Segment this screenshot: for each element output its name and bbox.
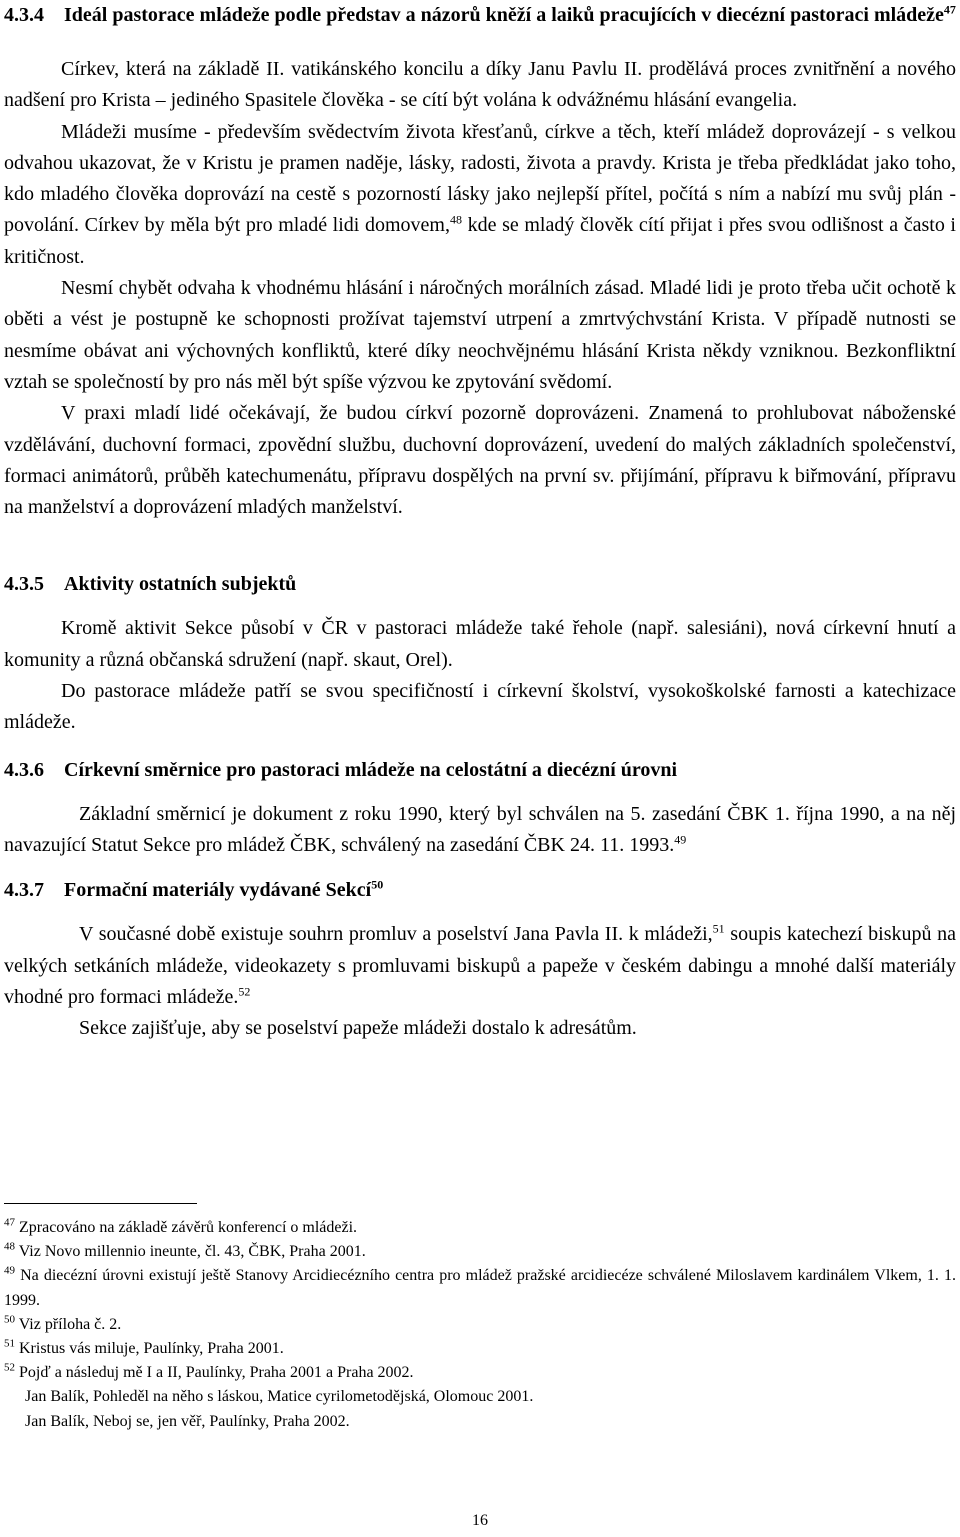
- paragraph: Sekce zajišťuje, aby se poselství papeže mládeži dostalo k adresátům.: [79, 1017, 637, 1040]
- footnote-ref: 51: [712, 921, 725, 936]
- footnote-number: 51: [4, 1337, 15, 1350]
- footnote-text: Pojď a následuj mě I a II, Paulínky, Praha 2001 a Praha 2002.: [15, 1364, 414, 1382]
- paragraph-text: Mládeži musíme - především svědectvím života křesťanů, církve a těch, kteří mládež doprovázejí - s velkou odvahou ukazovat, že v Kristu je pramen naděje, lásky, radosti, života a pravdy. Krista je třeba předkládat jako toho, kdo mladého člověka doprovází na cestě s pozorností lásky jako nejlepší přítel, počítá s ním a nabízí mu svůj plán - povolání. Církev by měla být pro mladé lidi domovem,: [4, 120, 956, 237]
- paragraph: Do pastorace mládeže patří se svou specifičností i církevní školství, vysokoškolské farnosti a katechizace mládeže.: [4, 680, 956, 734]
- footnote-item: [4, 1216, 956, 1240]
- page-number: 16: [472, 1512, 488, 1529]
- footnote-item: [4, 1361, 956, 1385]
- footnote-text: Na diecézní úrovni existují ještě Stanovy Arcidiecézního centra pro mládež pražské arcidiecéze schválené Miloslavem kardinálem Vlkem, 1. 1. 1999.: [4, 1267, 956, 1309]
- heading-title: Církevní směrnice pro pastoraci mládeže na celostátní a diecézní úrovni: [64, 758, 678, 781]
- heading-number: 4.3.6: [4, 758, 44, 781]
- heading-number: 4.3.5: [4, 573, 44, 596]
- page-body: [4, 0, 956, 1044]
- heading-title: [64, 4, 956, 27]
- heading-title: [64, 877, 383, 903]
- footnote-text: Zpracováno na základě závěrů konferencí o mládeži.: [15, 1219, 358, 1236]
- footnote-ref: 48: [449, 212, 462, 227]
- paragraph-text: V současné době existuje souhrn promluv a poselství Jana Pavla II. k mládeži,: [79, 923, 713, 946]
- paragraph: [4, 117, 956, 273]
- paragraph-text: soupis katechezí biskupů na velkých setkáních mládeže, videokazety s promluvami biskupů a papeže v českém dabingu a mnohé další materiály vhodné pro formaci mládeže.: [4, 923, 956, 1008]
- paragraph: [4, 799, 956, 862]
- paragraph: [4, 919, 956, 1013]
- footnote-item: [4, 1313, 956, 1337]
- footnote-divider: [4, 1203, 197, 1204]
- footnote-number: 47: [4, 1216, 15, 1229]
- paragraph-text: kde se mladý člověk cítí přijat i přes svou odlišnost a často i kritičnost.: [4, 214, 956, 268]
- heading-4-3-7: [4, 877, 956, 903]
- footnote-text: Kristus vás miluje, Paulínky, Praha 2001.: [15, 1340, 284, 1358]
- footnote-continuation: Jan Balík, Neboj se, jen věř, Paulínky, Praha 2002.: [25, 1412, 350, 1430]
- footnote-item: [4, 1264, 956, 1312]
- heading-4-3-6: [4, 757, 956, 783]
- paragraph-text: Základní směrnicí je dokument z roku 1990, který byl schválen na 5. zasedání ČBK 1. října 1990, a na něj navazující Statut Sekce pro mládež ČBK, schválený na zasedání ČBK 24. 11. 1993.: [4, 802, 956, 856]
- heading-title-text: Ideál pastorace mládeže podle představ a názorů kněží a laiků pracujících v diecézní pastoraci mládeže: [64, 4, 944, 26]
- heading-title-text: Formační materiály vydávané Sekcí: [64, 879, 372, 902]
- footnote-number: 48: [4, 1240, 15, 1253]
- footnote-number: 50: [4, 1313, 15, 1326]
- footnotes: [4, 1203, 956, 1434]
- footnote-continuation: Jan Balík, Pohleděl na něho s láskou, Matice cyrilometodějská, Olomouc 2001.: [25, 1388, 534, 1406]
- footnote-text: Viz příloha č. 2.: [15, 1315, 122, 1333]
- footnote-ref: 50: [371, 877, 384, 892]
- footnote-item: [4, 1240, 956, 1264]
- heading-number: 4.3.4: [4, 4, 44, 26]
- footnote-ref: 47: [943, 2, 956, 17]
- paragraph: Církev, která na základě II. vatikánského koncilu a díky Janu Pavlu II. prodělává proces zvnitřnění a nového nadšení pro Krista – jediného Spasitele člověka - se cítí být volána k odvážnému hlásání evangelia.: [4, 58, 956, 112]
- heading-title: Aktivity ostatních subjektů: [64, 573, 297, 596]
- paragraph: Nesmí chybět odvaha k vhodnému hlásání i náročných morálních zásad. Mladé lidi je proto třeba učit ochotě k oběti a vést je postupně ke schopnosti prožívat tajemství utrpení a zmrtvýchvstání Krista. V případě nutnosti se nesmíme obávat ani výchovných konfliktů, které díky neochvějnému hlásání Krista někdy vzniknou. Bezkonfliktní vztah se společností by pro nás měl být spíše výzvou ke zpytování svědomí.: [4, 277, 956, 393]
- heading-4-3-5: [4, 571, 956, 597]
- paragraph: Kromě aktivit Sekce působí v ČR v pastoraci mládeže také řehole (např. salesiáni), nová církevní hnutí a komunity a různá občanská sdružení (např. skaut, Orel).: [4, 617, 956, 671]
- heading-4-3-4: [4, 4, 956, 27]
- footnote-ref: 52: [238, 984, 251, 999]
- paragraph: V praxi mladí lidé očekávají, že budou církví pozorně doprovázeni. Znamená to prohlubovat náboženské vzdělávání, duchovní formaci, zpovědní službu, duchovní doprovázení, uvedení do malých základních společenství, formaci animátorů, průběh katechumenátu, přípravu dospělých na první sv. přijímání, přípravu k biřmování, přípravu na manželství a doprovázení mladých manželství.: [4, 402, 956, 519]
- footnote-ref: 49: [674, 832, 687, 847]
- footnote-number: 52: [4, 1361, 15, 1374]
- footnote-text: Viz Novo millennio ineunte, čl. 43, ČBK, Praha 2001.: [15, 1243, 366, 1261]
- footnote-item: [4, 1337, 956, 1361]
- heading-number: 4.3.7: [4, 879, 44, 902]
- footnote-number: 49: [4, 1265, 15, 1278]
